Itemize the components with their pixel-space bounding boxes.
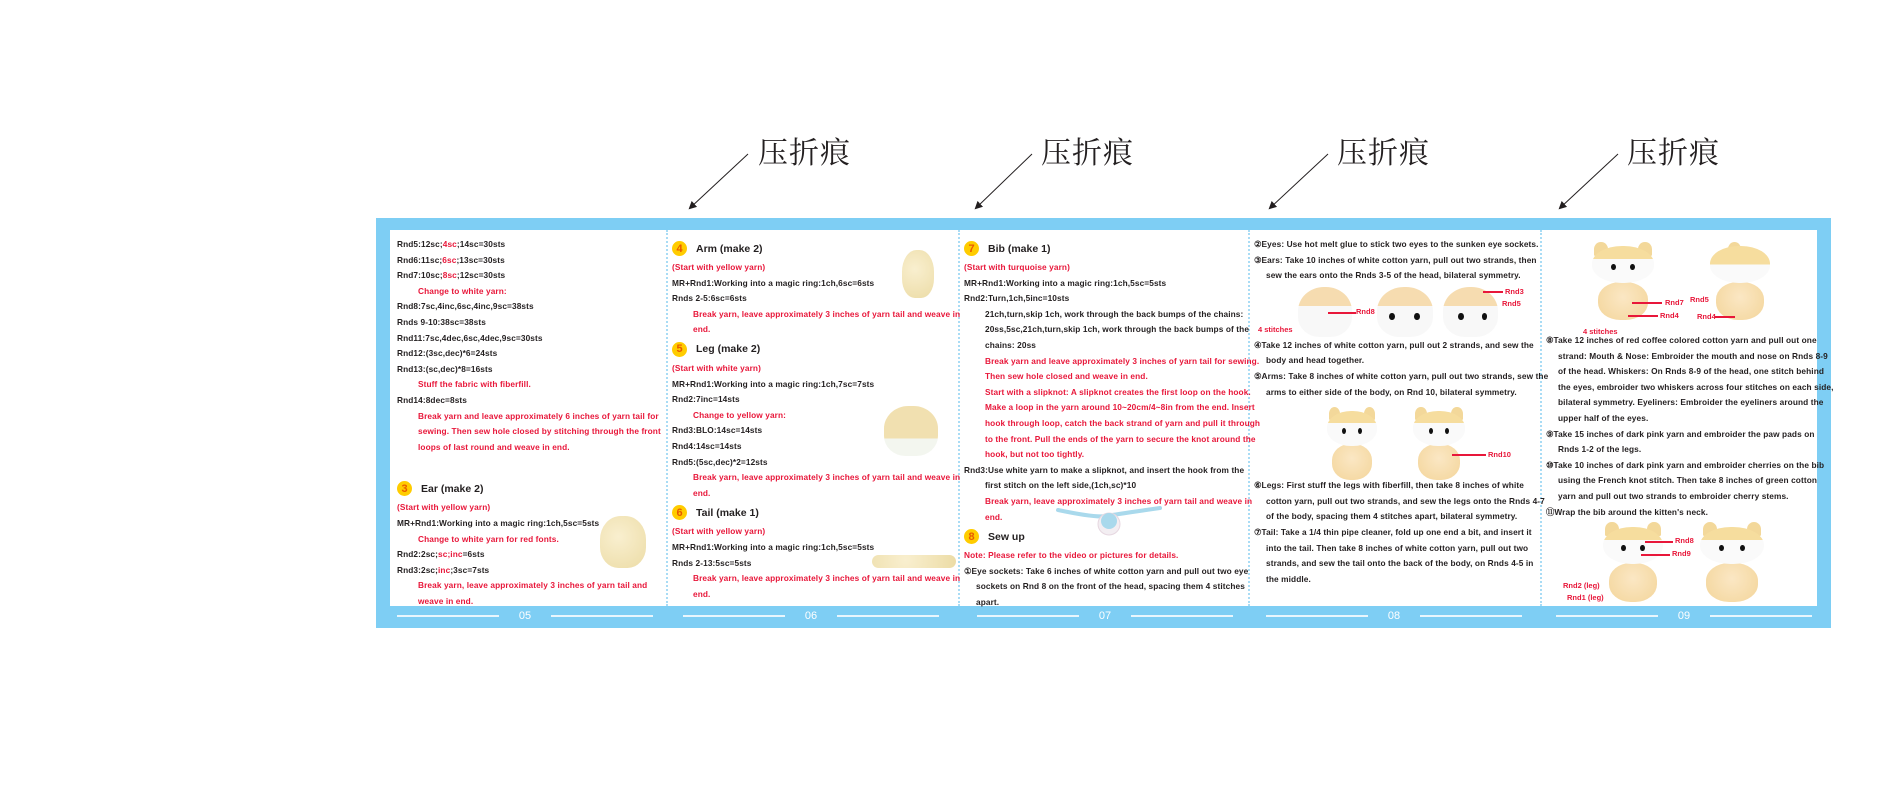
annotation-arrow [1628,315,1658,317]
kitten-photo-with-bib [1700,520,1764,602]
instruction-line: body and head together. [1266,355,1365,366]
instruction-note: Stuff the fabric with fiberfill. [418,379,531,390]
instruction-note: Break yarn, leave approximately 3 inches of yarn tail and weave in [693,308,961,319]
kitten-photo-embroidered [1603,520,1663,602]
instruction-text: Rnd2:2sc; [397,549,439,560]
instruction-line: first stitch on the left side,(1ch,sc)*10 [985,480,1137,491]
kitten-photo-arms [1413,405,1465,480]
annotation-label: Rnd1 (leg) [1567,593,1604,602]
instruction-line [397,268,665,284]
fold-divider [1540,230,1542,606]
instruction-line: arms to either side of the body, on Rnd 10, bilateral symmetry. [1266,386,1517,397]
instruction-note: end. [985,511,1003,522]
instruction-line: apart. [976,596,1000,607]
instruction-note: Make a loop in the yarn around 10~20cm/4~8in from the end. Insert [985,402,1255,413]
page-number-07: 07 [977,606,1233,626]
instruction-line: Rnd3:Use white yarn to make a slipknot, and insert the hook from the [964,464,1245,475]
instruction-line: the eyes, embroider two whiskers across four stitches on each side, [1558,381,1834,392]
annotation-label: Rnd8 [1356,307,1375,316]
instruction-line: Rnd14:8dec=8sts [397,394,467,405]
instruction-note: (Start with yellow yarn) [397,502,491,513]
instruction-text: ;13sc=30sts [456,254,505,265]
instruction-line: Rnd3:BLO:14sc=14sts [672,425,763,436]
instruction-note: Break yarn, leave approximately 3 inches of yarn tail and weave in [985,495,1253,506]
instruction-line [397,253,665,269]
instruction-line: sew the ears onto the Rnds 3-5 of the head, bilateral symmetry. [1266,270,1521,281]
instruction-line: Rnd5:(5sc,dec)*2=12sts [672,456,768,467]
instruction-line: upper half of the eyes. [1558,412,1649,423]
arm-photo [902,250,934,298]
color-change-stitches: 6sc [442,254,457,265]
instruction-text: ;14sc=30sts [456,239,506,249]
annotation-label: Rnd9 [1672,549,1691,558]
annotation-label: Rnd4 [1697,312,1716,321]
instruction-line: ⑧Take 12 inches of red coffee colored cotton yarn and pull out one [1546,335,1817,345]
instruction-note: (Start with yellow yarn) [672,526,766,537]
instruction-line: chains: 20ss [985,339,1037,350]
crease-label: 压折痕 [1627,136,1720,171]
page-number-05: 05 [397,606,653,626]
instruction-note: to the front. Pull the ends of the yarn to secure the knot around the [985,433,1256,444]
section-title: Sew up [988,530,1025,543]
instruction-line: MR+Rnd1:Working into a magic ring:1ch,5sc=5sts [672,541,875,552]
annotation-arrow [1452,454,1486,456]
instruction-text: Rnd7:10sc; [397,270,443,281]
instruction-line: into the tail. Then take 8 inches of white cotton yarn, pull out two [1266,542,1529,553]
instruction-line: ②Eyes: Use hot melt glue to stick two eyes to the sunken eye sockets. [1254,239,1539,249]
instruction-note: hook, but not too tightly. [985,449,1085,460]
instruction-line: Rnd11:7sc,4dec,6sc,4dec,9sc=30sts [397,332,543,343]
instruction-note: Note: Please refer to the video or pictures for details. [964,550,1179,561]
section-title: Ear (make 2) [421,482,484,495]
page-07 [964,230,1261,607]
step-number-badge: 7 [964,241,979,256]
section-heading [964,237,1247,260]
instruction-note: Break yarn and leave approximately 6 inches of yarn tail for [418,410,659,421]
fold-divider [958,230,960,606]
step-number-badge: 5 [672,342,687,357]
instruction-line: ⑤Arms: Take 8 inches of white cotton yarn, pull out two strands, sew the [1254,370,1549,381]
color-change-stitches: 8sc [442,270,457,281]
annotation-label: Rnd5 [1690,295,1709,304]
instruction-line: MR+Rnd1:Working into a magic ring:1ch,6sc=6sts [672,277,875,288]
bib-photo [1056,504,1162,538]
kitten-photo-front [1592,240,1654,320]
annotation-arrow [1328,312,1356,314]
annotation-arrow [1641,554,1670,556]
instruction-note: Break yarn, leave approximately 3 inches of yarn tail and weave in [693,472,961,483]
instruction-line: using the French knot stitch. Then take 8 inches of green cotton [1558,475,1818,486]
step-number-badge: 4 [672,241,687,256]
instruction-line: bilateral symmetry. Eyeliners: Embroider the eyeliners around the [1558,397,1824,408]
instruction-line: Rnds 9-10:38sc=38sts [397,316,486,327]
instruction-line: strand: Mouth & Nose: Embroider the mouth and nose on Rnds 8-9 [1558,350,1828,361]
instruction-line: Rnd13:(sc,dec)*8=16sts [397,363,493,374]
annotation-label: Rnd3 [1505,287,1524,296]
annotation-label: Rnd8 [1675,536,1694,545]
color-change-stitches: 4sc [442,239,457,249]
instruction-line: MR+Rnd1:Working into a magic ring:1ch,5sc=5sts [397,517,600,528]
head-photo [1377,287,1433,337]
instruction-line: ③Ears: Take 10 inches of white cotton yarn, pull out two strands, then [1254,254,1537,265]
instruction-line: of the head. Whiskers: On Rnds 8-9 of the head, one stitch behind [1558,366,1825,377]
spacer [1546,237,1816,333]
instruction-note: Change to white yarn for red fonts. [418,533,559,544]
section-title: Leg (make 2) [696,343,761,356]
kitten-photo-front [1327,405,1377,480]
step-number-badge: 8 [964,529,979,544]
instruction-note: Then sew hole closed and weave in end. [985,371,1148,382]
ear-photo [600,516,646,568]
annotation-arrow [1632,302,1662,304]
instruction-line: MR+Rnd1:Working into a magic ring:1ch,7sc=7sts [672,378,875,389]
tail-photo [872,555,956,568]
instruction-note: loops of last round and weave in end. [418,441,570,452]
instruction-line: cotton yarn, pull out two strands, and sew the legs onto the Rnds 4-7 [1266,495,1545,506]
annotation-arrow [1483,291,1503,293]
annotation-label: 4 stitches [1583,327,1618,336]
instruction-text: =6sts [462,549,485,560]
spacer [397,455,665,477]
instruction-note: Break yarn, leave approximately 3 inches of yarn tail and weave in [693,573,961,584]
instruction-text: ;3sc=7sts [450,564,490,575]
instruction-line: Rnds 1-2 of the legs. [1558,444,1642,455]
kitten-photo-back [1710,240,1770,320]
annotation-label: 4 stitches [1258,325,1293,334]
instruction-line: MR+Rnd1:Working into a magic ring:1ch,5sc=5sts [964,277,1167,288]
color-change-stitches: inc [438,564,451,575]
section-title: Arm (make 2) [696,242,763,255]
instruction-note: (Start with yellow yarn) [672,262,766,272]
instruction-line: ①Eye sockets: Take 6 inches of white cotton yarn and pull out two eye [964,565,1249,576]
annotation-label: Rnd5 [1502,299,1521,308]
instruction-line: ④Take 12 inches of white cotton yarn, pull out 2 strands, and sew the [1254,339,1534,350]
color-change-stitches: sc;inc [438,549,463,560]
instruction-note: Change to white yarn: [418,285,507,296]
annotation-label: Rnd10 [1488,450,1511,459]
step-number-badge: 3 [397,481,412,496]
crease-label: 压折痕 [758,136,851,171]
instruction-line: 21ch,turn,skip 1ch, work through the back bumps of the chains: [985,308,1244,319]
instruction-note: (Start with white yarn) [672,362,761,373]
instruction-note: (Start with turquoise yarn) [964,262,1070,272]
instruction-text: Rnd5:12sc; [397,239,443,249]
annotation-arrow [1715,316,1735,318]
page-number-06: 06 [683,606,939,626]
step-number-badge: 6 [672,505,687,520]
instruction-line: Rnd2:Turn,1ch,5inc=10sts [964,293,1070,304]
spacer [1254,400,1539,478]
instruction-line: Rnds 2-5:6sc=6sts [672,293,747,304]
instruction-note: Break yarn, leave approximately 3 inches of yarn tail and [418,580,648,591]
leg-photo [884,406,938,456]
page-number-09: 09 [1556,606,1812,626]
instruction-line: ⑨Take 15 inches of dark pink yarn and embroider the paw pads on [1546,428,1815,439]
instruction-line [397,237,665,253]
instruction-text: Rnd6:11sc; [397,254,443,265]
section-title: Tail (make 1) [696,506,759,519]
instruction-note: end. [693,324,711,335]
instruction-text: Rnd3:2sc; [397,564,439,575]
section-heading [397,477,665,500]
annotation-label: Rnd2 (leg) [1563,581,1600,590]
instruction-line: strands, and sew the tail onto the back of the body, on Rnds 4-5 in [1266,558,1534,569]
section-title: Bib (make 1) [988,242,1051,255]
instruction-line: 20ss,5sc,21ch,turn,skip 1ch, work through the back bumps of the [985,324,1250,335]
instruction-line: of the body, spacing them 4 stitches apart, bilateral symmetry. [1266,511,1518,522]
instruction-note: sewing. Then sew hole closed by stitching through the front [418,426,661,437]
instruction-line: yarn and pull out two strands to embroider cherry stems. [1558,490,1789,501]
instruction-line: the middle. [1266,573,1311,584]
instruction-line: Rnds 2-13:5sc=5sts [672,557,752,568]
fold-divider [666,230,668,606]
instruction-line: ⑦Tail: Take a 1/4 thin pipe cleaner, fold up one end a bit, and insert it [1254,526,1532,537]
instruction-line: Rnd8:7sc,4inc,6sc,4inc,9sc=38sts [397,301,534,312]
crease-label: 压折痕 [1337,136,1430,171]
instruction-note: Change to yellow yarn: [693,409,787,420]
instruction-line: ⑩Take 10 inches of dark pink yarn and embroider cherries on the bib [1546,459,1825,470]
instruction-note: Break yarn and leave approximately 3 inches of yarn tail for sewing. [985,355,1260,366]
instruction-line: Rnd2:7inc=14sts [672,394,740,405]
instruction-note: end. [693,487,711,498]
annotation-label: Rnd7 [1665,298,1684,307]
annotation-arrow [1645,541,1673,543]
instruction-note: end. [693,588,711,599]
instruction-note: hook through loop, catch the back strand of yarn and pull it through [985,417,1261,428]
page-08 [1254,230,1549,606]
instruction-line: ⑥Legs: First stuff the legs with fiberfill, then take 8 inches of white [1254,480,1524,491]
instruction-line: Rnd12:(3sc,dec)*6=24sts [397,348,498,359]
instruction-line: Rnd4:14sc=14sts [672,440,742,451]
section-heading [672,338,957,361]
instruction-note: weave in end. [418,595,474,606]
instruction-note: Start with a slipknot: A slipknot creates the first loop on the hook. [985,386,1251,397]
instruction-line: ⑪Wrap the bib around the kitten's neck. [1546,506,1708,517]
annotation-label: Rnd4 [1660,311,1679,320]
instruction-text: ;12sc=30sts [456,270,506,281]
crease-label: 压折痕 [1041,136,1134,171]
instruction-line: sockets on Rnd 8 on the front of the head, spacing them 4 stitches [976,581,1245,592]
page-number-08: 08 [1266,606,1522,626]
head-photo [1443,287,1498,337]
section-heading [672,501,957,524]
